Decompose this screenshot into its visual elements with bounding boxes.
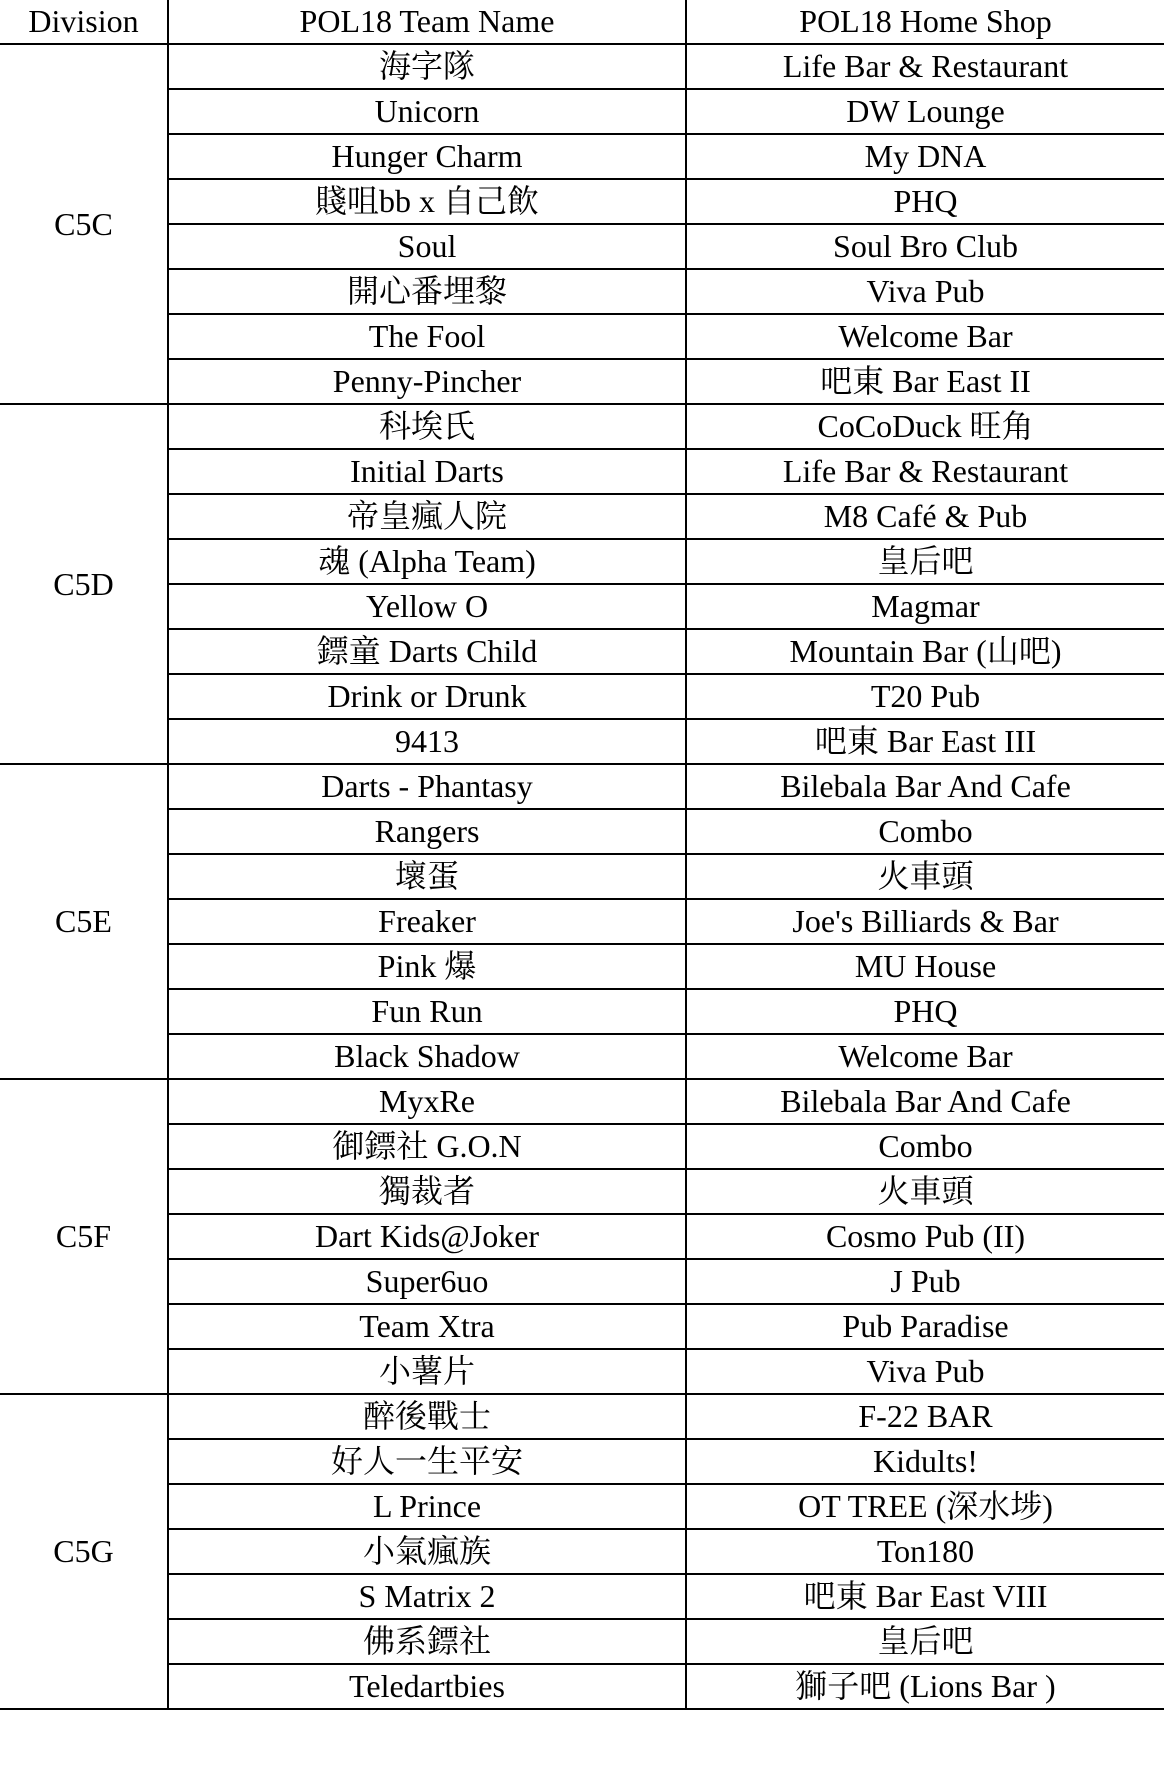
home-shop-cell: Life Bar & Restaurant xyxy=(686,449,1164,494)
table-row xyxy=(0,584,1164,629)
table-row xyxy=(0,89,1164,134)
team-name-cell: S Matrix 2 xyxy=(168,1574,686,1619)
team-name-cell: Super6uo xyxy=(168,1259,686,1304)
table-row xyxy=(0,1574,1164,1619)
team-name-cell: Penny-Pincher xyxy=(168,359,686,404)
table-row xyxy=(0,269,1164,314)
table-row xyxy=(0,44,1164,89)
home-shop-cell: DW Lounge xyxy=(686,89,1164,134)
home-shop-cell: T20 Pub xyxy=(686,674,1164,719)
home-shop-cell: Soul Bro Club xyxy=(686,224,1164,269)
table-row xyxy=(0,1619,1164,1664)
division-cell: C5C xyxy=(0,44,168,404)
home-shop-cell: Magmar xyxy=(686,584,1164,629)
home-shop-cell: Combo xyxy=(686,1124,1164,1169)
home-shop-cell: Joe's Billiards & Bar xyxy=(686,899,1164,944)
table-row xyxy=(0,1169,1164,1214)
team-name-cell: Soul xyxy=(168,224,686,269)
team-name-cell: Darts - Phantasy xyxy=(168,764,686,809)
team-name-cell: Unicorn xyxy=(168,89,686,134)
team-name-cell: Freaker xyxy=(168,899,686,944)
home-shop-cell: Bilebala Bar And Cafe xyxy=(686,1079,1164,1124)
home-shop-cell: Pub Paradise xyxy=(686,1304,1164,1349)
home-shop-cell: Life Bar & Restaurant xyxy=(686,44,1164,89)
table-row xyxy=(0,899,1164,944)
team-name-cell: 小氣瘋族 xyxy=(168,1529,686,1574)
team-name-cell: 帝皇瘋人院 xyxy=(168,494,686,539)
team-name-cell: 醉後戰士 xyxy=(168,1394,686,1439)
division-cell: C5E xyxy=(0,764,168,1079)
home-shop-cell: 火車頭 xyxy=(686,1169,1164,1214)
home-shop-cell: PHQ xyxy=(686,989,1164,1034)
team-name-cell: 開心番埋黎 xyxy=(168,269,686,314)
home-shop-cell: OT TREE (深水埗) xyxy=(686,1484,1164,1529)
home-shop-cell: My DNA xyxy=(686,134,1164,179)
table-row xyxy=(0,1394,1164,1439)
team-name-cell: 小薯片 xyxy=(168,1349,686,1394)
home-shop-cell: Ton180 xyxy=(686,1529,1164,1574)
division-cell: C5D xyxy=(0,404,168,764)
home-shop-cell: F-22 BAR xyxy=(686,1394,1164,1439)
table-row xyxy=(0,1664,1164,1709)
team-name-cell: Fun Run xyxy=(168,989,686,1034)
table-row xyxy=(0,1079,1164,1124)
home-shop-cell: Welcome Bar xyxy=(686,1034,1164,1079)
home-shop-cell: Bilebala Bar And Cafe xyxy=(686,764,1164,809)
table-row xyxy=(0,359,1164,404)
table-row xyxy=(0,449,1164,494)
team-name-cell: Rangers xyxy=(168,809,686,854)
header-division: Division xyxy=(0,0,168,44)
table-row xyxy=(0,854,1164,899)
team-name-cell: L Prince xyxy=(168,1484,686,1529)
team-name-cell: Pink 爆 xyxy=(168,944,686,989)
home-shop-cell: 吧東 Bar East VIII xyxy=(686,1574,1164,1619)
table-row xyxy=(0,1259,1164,1304)
table-body xyxy=(0,44,1164,1709)
home-shop-cell: Cosmo Pub (II) xyxy=(686,1214,1164,1259)
division-cell: C5F xyxy=(0,1079,168,1394)
table-row xyxy=(0,179,1164,224)
table-row xyxy=(0,404,1164,449)
home-shop-cell: J Pub xyxy=(686,1259,1164,1304)
home-shop-cell: Viva Pub xyxy=(686,1349,1164,1394)
home-shop-cell: Combo xyxy=(686,809,1164,854)
team-name-cell: Black Shadow xyxy=(168,1034,686,1079)
home-shop-cell: MU House xyxy=(686,944,1164,989)
table-row xyxy=(0,1349,1164,1394)
division-cell: C5G xyxy=(0,1394,168,1709)
header-team-name: POL18 Team Name xyxy=(168,0,686,44)
home-shop-cell: PHQ xyxy=(686,179,1164,224)
team-name-cell: 佛系鏢社 xyxy=(168,1619,686,1664)
home-shop-cell: 獅子吧 (Lions Bar ) xyxy=(686,1664,1164,1709)
team-name-cell: 壞蛋 xyxy=(168,854,686,899)
team-name-cell: Teledartbies xyxy=(168,1664,686,1709)
team-name-cell: Yellow O xyxy=(168,584,686,629)
home-shop-cell: 皇后吧 xyxy=(686,539,1164,584)
header-home-shop: POL18 Home Shop xyxy=(686,0,1164,44)
table-row xyxy=(0,719,1164,764)
team-name-cell: Hunger Charm xyxy=(168,134,686,179)
home-shop-cell: Mountain Bar (山吧) xyxy=(686,629,1164,674)
team-name-cell: Team Xtra xyxy=(168,1304,686,1349)
header-row xyxy=(0,0,1164,44)
table-row xyxy=(0,1214,1164,1259)
table-row xyxy=(0,809,1164,854)
table-row xyxy=(0,1529,1164,1574)
home-shop-cell: Viva Pub xyxy=(686,269,1164,314)
table-row xyxy=(0,494,1164,539)
home-shop-cell: 火車頭 xyxy=(686,854,1164,899)
table-row xyxy=(0,134,1164,179)
home-shop-cell: 吧東 Bar East II xyxy=(686,359,1164,404)
table-row xyxy=(0,629,1164,674)
team-name-cell: 賤咀bb x 自己飲 xyxy=(168,179,686,224)
team-name-cell: Drink or Drunk xyxy=(168,674,686,719)
table-row xyxy=(0,314,1164,359)
table-row xyxy=(0,539,1164,584)
team-name-cell: 9413 xyxy=(168,719,686,764)
team-name-cell: The Fool xyxy=(168,314,686,359)
table-row xyxy=(0,1034,1164,1079)
team-name-cell: Dart Kids@Joker xyxy=(168,1214,686,1259)
table-row xyxy=(0,674,1164,719)
table-row xyxy=(0,989,1164,1034)
team-name-cell: 海字隊 xyxy=(168,44,686,89)
table-row xyxy=(0,224,1164,269)
team-name-cell: MyxRe xyxy=(168,1079,686,1124)
table-row xyxy=(0,1124,1164,1169)
table-row xyxy=(0,1484,1164,1529)
home-shop-cell: Kidults! xyxy=(686,1439,1164,1484)
home-shop-cell: 吧東 Bar East III xyxy=(686,719,1164,764)
team-name-cell: 御鏢社 G.O.N xyxy=(168,1124,686,1169)
team-name-cell: 科埃氏 xyxy=(168,404,686,449)
team-name-cell: 魂 (Alpha Team) xyxy=(168,539,686,584)
home-shop-cell: CoCoDuck 旺角 xyxy=(686,404,1164,449)
table-row xyxy=(0,1439,1164,1484)
home-shop-cell: 皇后吧 xyxy=(686,1619,1164,1664)
team-name-cell: 鏢童 Darts Child xyxy=(168,629,686,674)
team-name-cell: 好人一生平安 xyxy=(168,1439,686,1484)
team-name-cell: 獨裁者 xyxy=(168,1169,686,1214)
team-name-cell: Initial Darts xyxy=(168,449,686,494)
table-row xyxy=(0,764,1164,809)
table-row xyxy=(0,944,1164,989)
home-shop-cell: Welcome Bar xyxy=(686,314,1164,359)
table-row xyxy=(0,1304,1164,1349)
home-shop-cell: M8 Café & Pub xyxy=(686,494,1164,539)
